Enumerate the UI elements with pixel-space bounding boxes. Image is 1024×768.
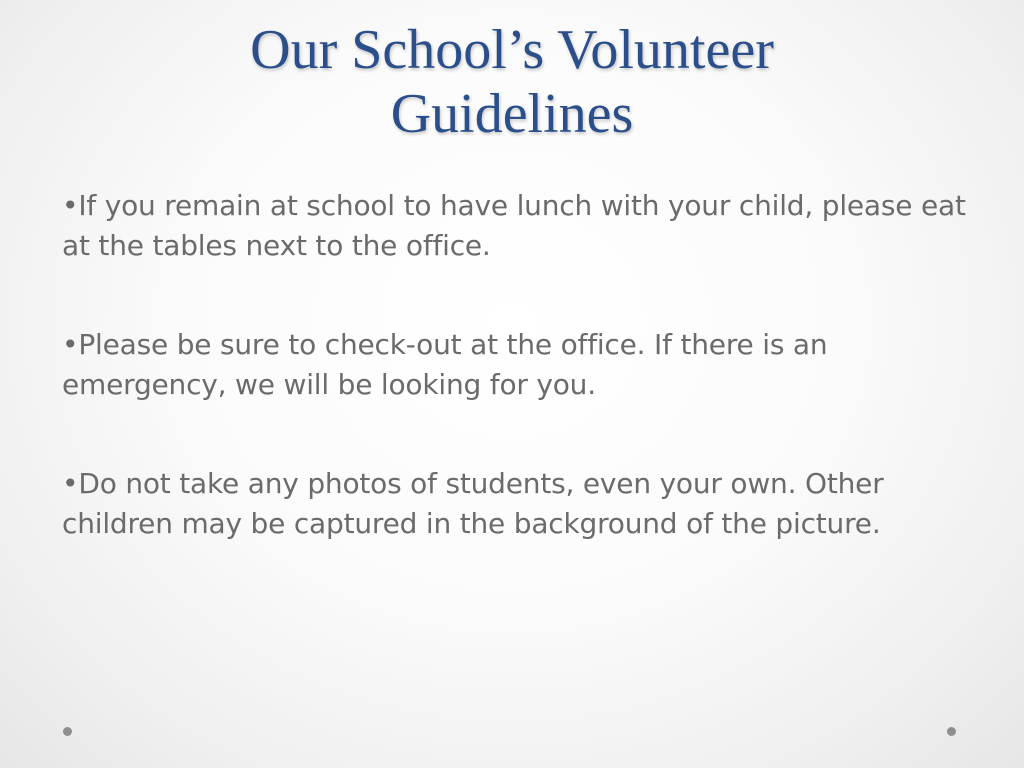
bullet-item-check-out: [62, 325, 982, 405]
bullet-text: Please be sure to check-out at the office. If there is an emergency, we will be looking for you.: [62, 328, 828, 401]
circle-dot-icon: [947, 727, 956, 736]
slide-title-line-2: Guidelines: [390, 83, 634, 145]
bullet-text: If you remain at school to have lunch with your child, please eat at the tables next to the office.: [62, 189, 966, 262]
slide-title-line-1: Our School’s Volunteer: [250, 19, 774, 81]
bullet-icon: •: [62, 189, 79, 222]
bullet-text: Do not take any photos of students, even your own. Other children may be captured in the background of the picture.: [62, 467, 884, 540]
bullet-icon: •: [62, 328, 79, 361]
bullet-item-lunch: [62, 186, 982, 266]
bullet-icon: •: [62, 467, 79, 500]
slide-title: [0, 18, 1024, 146]
circle-dot-icon: [63, 727, 72, 736]
bullet-list: [62, 186, 982, 603]
bullet-item-photos: [62, 464, 982, 544]
